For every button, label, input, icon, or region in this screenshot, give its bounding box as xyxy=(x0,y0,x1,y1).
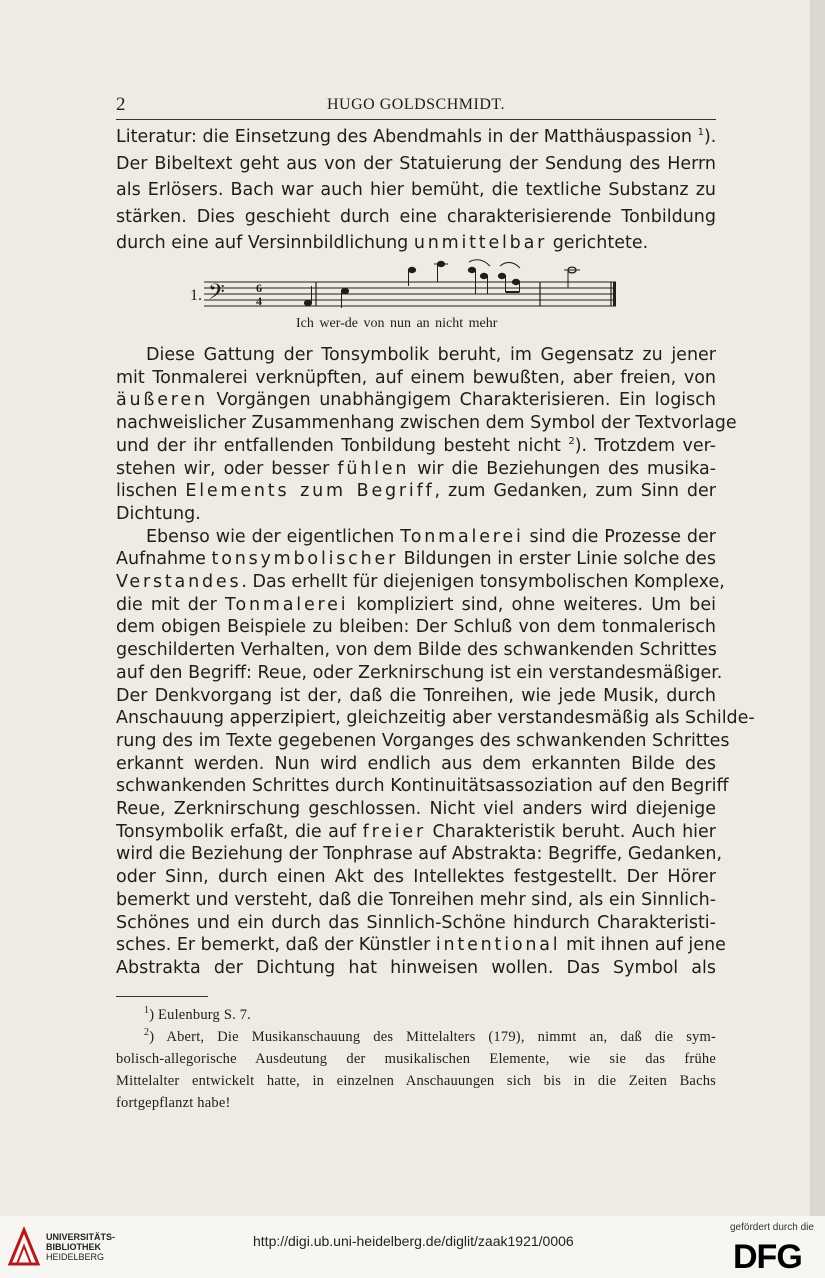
text-segment: Tonsymbolik erfaßt, die auf xyxy=(116,821,363,842)
viewer-footer xyxy=(0,1216,825,1278)
final-barline xyxy=(613,282,616,306)
text-segment: oder Sinn, durch einen Akt des Intellektes festgestellt. Der Hörer xyxy=(116,867,716,888)
header-rule xyxy=(116,119,716,120)
text-segment: wir die Beziehungen des musika- xyxy=(409,458,716,479)
text-segment: auf den Begriff: Reue, oder Zerknirschung ist ein verstandesmäßiger. xyxy=(116,662,723,683)
text-segment: die mit der xyxy=(116,594,225,615)
text-segment: Schönes und ein durch das Sinnlich-Schöne hindurch Charakteristi- xyxy=(116,912,716,933)
note-wer xyxy=(341,288,348,293)
university-library-logo-icon xyxy=(6,1226,42,1268)
text-segment: wird die Beziehung der Tonphrase auf Abstrakta: Begriffe, Gedanken, xyxy=(116,844,723,865)
running-title: HUGO GOLDSCHMIDT. xyxy=(327,96,505,113)
spaced-emphasis: intentional xyxy=(435,935,561,956)
text-segment: Bildungen in erster Linie solche des xyxy=(398,549,716,570)
text-segment: dem obigen Beispiele zu bleiben: Der Schluß von dem tonmalerisch xyxy=(116,617,716,638)
text-segment: Der Denkvorgang ist der, daß die Tonreihen, wie jede Musik, durch xyxy=(116,685,716,706)
page-edge-shadow xyxy=(810,0,825,1216)
text-line xyxy=(116,177,716,203)
page-number: 2 xyxy=(116,94,126,115)
footnote-marker: 1 xyxy=(144,1005,150,1017)
note-nun xyxy=(468,267,475,272)
text-segment: , zum Gedanken, zum Sinn der xyxy=(434,481,716,502)
text-segment: Literatur: die Einsetzung des Abendmahls in der Matthäuspassion xyxy=(116,127,698,147)
time-signature-top: 6 xyxy=(256,281,262,295)
note-de xyxy=(408,267,415,272)
footnote-marker: 2 xyxy=(568,435,575,447)
text-segment: mit ihnen auf jene xyxy=(560,935,726,956)
text-segment: ) Abert, Die Musikanschauung des Mittelalters (179), nimmt an, daß die sym- xyxy=(149,1029,716,1045)
text-segment: durch eine auf Versinnbildlichung xyxy=(116,233,414,253)
spaced-emphasis: Tonmalerei xyxy=(225,594,349,615)
text-segment: Charakteristik beruht. Auch hier xyxy=(425,821,716,842)
text-segment: Diese Gattung der Tonsymbolik beruht, im Gegensatz zu jener xyxy=(146,345,716,365)
text-segment: bolisch-allegorische Ausdeutung der musikalischen Elemente, wie sie das frühe xyxy=(116,1051,716,1067)
text-segment: kompliziert sind, ohne weiteres. Um bei xyxy=(348,594,716,615)
note-an xyxy=(498,273,505,278)
music-lyrics: Ich wer-de von nun an nicht mehr xyxy=(296,316,498,331)
note-ich xyxy=(304,300,311,305)
text-segment: schwankenden Schrittes durch Kontinuitätsassoziation auf den Begriff xyxy=(116,776,729,797)
library-line: UNIVERSITÄTS- xyxy=(46,1232,116,1242)
footnote-line xyxy=(144,1004,716,1026)
text-line xyxy=(116,124,716,150)
text-segment: sches. Er bemerkt, daß der Künstler xyxy=(116,935,436,956)
university-library-name xyxy=(46,1232,115,1262)
text-segment: ) Eulenburg S. 7. xyxy=(149,1007,252,1023)
footnote-marker: 1 xyxy=(697,127,704,139)
permalink-url[interactable]: http://digi.ub.uni-heidelberg.de/diglit/zaak1921/0006 xyxy=(253,1233,574,1249)
text-segment: nachweislicher Zusammenhang zwischen dem Symbol der Textvorlage xyxy=(116,413,737,434)
text-line xyxy=(116,955,716,981)
footnote-rule xyxy=(116,996,208,997)
text-segment: geschilderten Verhalten, von dem Bilde des schwankenden Schrittes xyxy=(116,640,717,661)
text-segment: lischen xyxy=(116,481,186,502)
text-segment: mit Tonmalerei verknüpften, auf einem bewußten, aber freien, von xyxy=(116,367,716,388)
text-segment: Reue, Zerknirschung geschlossen. Nicht viel anders wird diejenige xyxy=(116,799,716,819)
text-segment: . Das erhellt für diejenigen tonsymbolischen Komplexe, xyxy=(241,572,725,592)
text-segment: stärken. Dies geschieht durch eine charakterisierende Tonbildung xyxy=(116,206,716,227)
text-segment: Der Bibeltext geht aus von der Statuierung der Sendung des Herrn xyxy=(116,153,716,174)
text-segment: ). xyxy=(703,127,717,147)
text-segment: Ebenso wie der eigentlichen xyxy=(146,526,401,547)
notes xyxy=(304,260,580,308)
text-segment: und der ihr entfallenden Tonbildung besteht nicht xyxy=(116,435,569,456)
note-nicht xyxy=(512,279,519,284)
spaced-emphasis: fühlen xyxy=(337,458,410,479)
text-segment: rung des im Texte gegebenen Vorganges des schwankenden Schrittes xyxy=(116,730,730,751)
library-line: HEIDELBERG xyxy=(46,1252,105,1262)
spaced-emphasis: unmittelbar xyxy=(413,233,548,253)
text-segment: Abstrakta der Dichtung hat hinweisen wollen. Das Symbol als xyxy=(116,957,716,978)
text-segment: Vorgängen unabhängigem Charakterisieren. Ein logisch xyxy=(207,390,716,411)
staff-lines xyxy=(204,282,616,306)
spaced-emphasis: äußeren xyxy=(116,390,208,411)
text-segment: fortgepflanzt habe! xyxy=(116,1095,231,1111)
footnote-line xyxy=(144,1026,716,1048)
dfg-logo: DFG xyxy=(733,1238,802,1276)
text-segment: gerichtete. xyxy=(547,233,649,253)
footnote-marker: 2 xyxy=(144,1027,150,1039)
music-example-number: 1. xyxy=(190,287,202,304)
footnote-line xyxy=(116,1048,716,1070)
spaced-emphasis: Tonmalerei xyxy=(400,526,524,547)
funding-label: gefördert durch die xyxy=(730,1222,814,1233)
text-segment: sind die Prozesse der xyxy=(523,526,716,547)
spaced-emphasis: tonsymbolischer xyxy=(211,549,399,570)
text-segment: Dichtung. xyxy=(116,503,201,524)
spaced-emphasis: freier xyxy=(362,821,426,842)
text-segment: als Erlösers. Bach war auch hier bemüht, die textliche Substanz zu xyxy=(116,180,716,200)
spaced-emphasis: Elements zum Begriff xyxy=(185,481,435,502)
text-line xyxy=(116,151,716,177)
text-segment: ). Trotzdem ver- xyxy=(574,435,716,456)
text-segment: stehen wir, oder besser xyxy=(116,458,338,479)
running-header xyxy=(116,92,716,122)
spaced-emphasis: Verstandes xyxy=(116,572,242,592)
text-segment: Mittelalter entwickelt hatte, in einzelnen Anschauungen sich bis in die Zeiten Bachs xyxy=(116,1073,716,1089)
text-segment: Anschauung apperzipiert, gleichzeitig aber verstandesmäßig als Schilde- xyxy=(116,708,755,729)
library-line: BIBLIOTHEK xyxy=(46,1242,101,1252)
bass-clef-icon: 𝄢 xyxy=(208,280,225,310)
text-segment: Aufnahme xyxy=(116,549,212,570)
text-line xyxy=(116,230,716,256)
note-nun-2 xyxy=(480,273,487,278)
time-signature-bottom: 4 xyxy=(256,294,262,308)
footnote-line xyxy=(116,1092,716,1114)
text-segment: erkannt werden. Nun wird endlich aus dem erkannten Bilde des xyxy=(116,753,716,774)
text-line xyxy=(116,204,716,230)
footnote-line xyxy=(116,1070,716,1092)
text-segment: bemerkt und versteht, daß die Tonreihen mehr sind, als ein Sinnlich- xyxy=(116,889,717,910)
